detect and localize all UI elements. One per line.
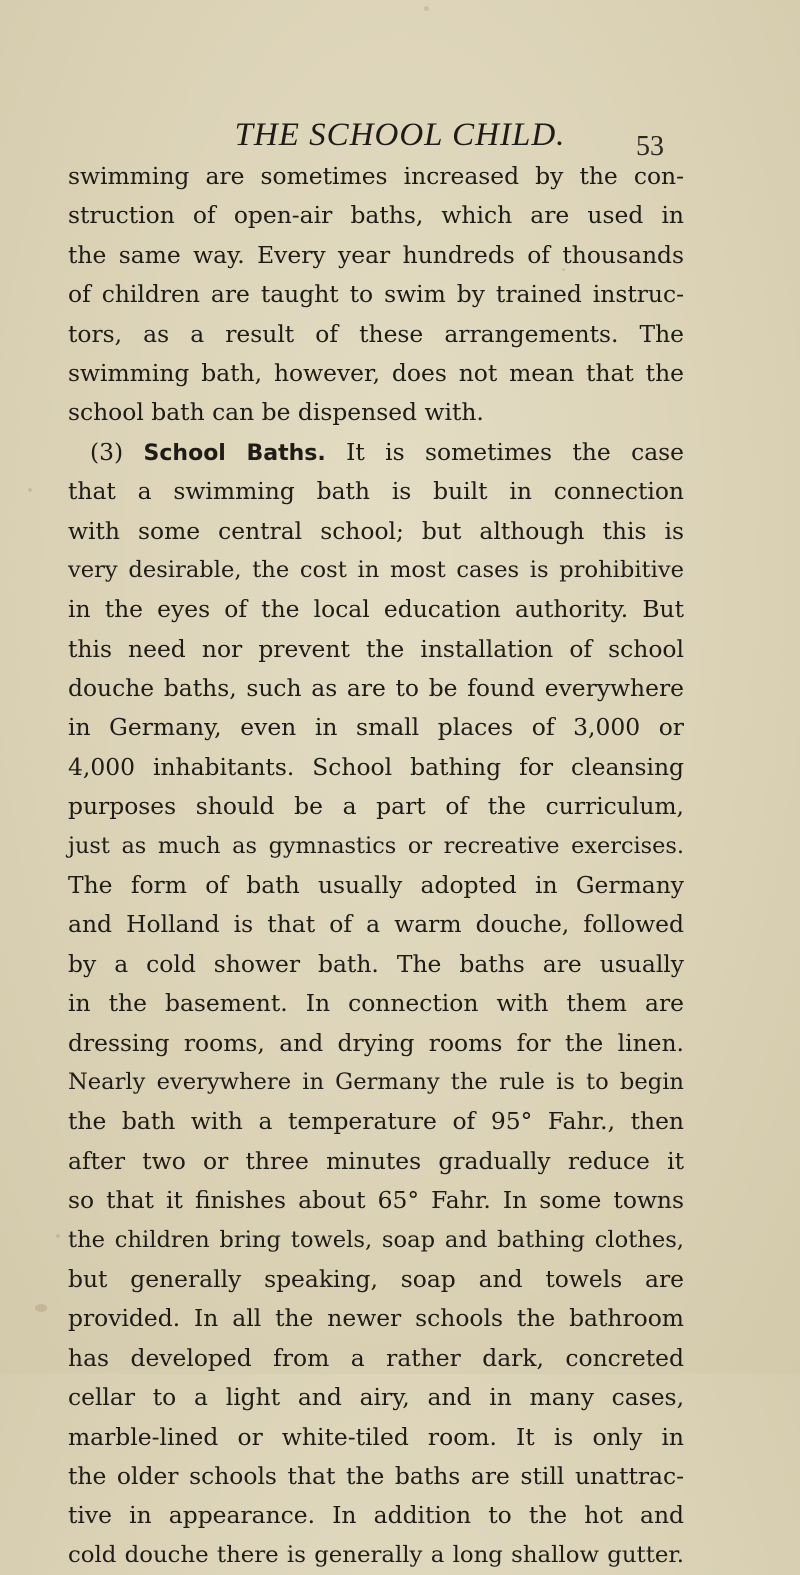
text-line: cold douche there is generally a long shallow gutter. — [68, 1541, 684, 1568]
text-line: douche baths, such as are to be found everywhere — [68, 674, 684, 703]
running-title: THE SCHOOL CHILD. — [234, 117, 566, 153]
text-line: marble-lined or white-tiled room. It is only in — [68, 1422, 684, 1451]
text-line: in the basement. In connection with them are — [68, 989, 684, 1018]
text-line: purposes should be a part of the curriculum, — [68, 792, 684, 821]
page-number: 53 — [636, 131, 664, 162]
text-line: swimming bath, however, does not mean that the — [68, 358, 684, 387]
text-line: 4,000 inhabitants. School bathing for cleansing — [68, 752, 684, 781]
text-line: very desirable, the cost in most cases is prohibitive — [68, 556, 684, 583]
text-line: in Germany, even in small places of 3,000 or — [68, 713, 684, 742]
text-line: has developed from a rather dark, concreted — [68, 1343, 684, 1372]
foxing-spot — [35, 1304, 47, 1312]
text-line: this need nor prevent the installation of school — [68, 634, 684, 663]
text-line: tors, as a result of these arrangements. The — [68, 319, 684, 348]
section-number: (3) — [90, 437, 124, 466]
text-line: dressing rooms, and drying rooms for the linen. — [68, 1028, 684, 1057]
text-line: but generally speaking, soap and towels are — [68, 1264, 684, 1293]
text-line: that a swimming bath is built in connection — [68, 477, 684, 506]
text-line: swimming are sometimes increased by the con- — [68, 162, 684, 190]
section-heading-line — [68, 433, 684, 472]
running-head — [0, 115, 800, 162]
text-line: provided. In all the newer schools the bathroom — [68, 1304, 684, 1333]
foxing-spot — [56, 1234, 60, 1238]
foxing-spot — [424, 6, 429, 11]
text-line: the older schools that the baths are still unattrac- — [68, 1461, 684, 1490]
text-line: the children bring towels, soap and bathing clothes, — [68, 1226, 684, 1253]
text-line: cellar to a light and airy, and in many cases, — [68, 1383, 684, 1412]
text-line: The form of bath usually adopted in Germany — [68, 871, 684, 900]
text-line: tive in appearance. In addition to the hot and — [68, 1501, 684, 1530]
foxing-spot — [28, 488, 32, 492]
text-line: Nearly everywhere in Germany the rule is to begin — [68, 1068, 684, 1095]
text-line: It is sometimes the case — [346, 437, 684, 466]
text-line: struction of open-air baths, which are used in — [68, 201, 684, 230]
text-line: so that it finishes about 65° Fahr. In some towns — [68, 1186, 684, 1215]
text-line: the bath with a temperature of 95° Fahr., then — [68, 1107, 684, 1136]
section-heading: School Baths. — [143, 440, 326, 466]
text-line: with some central school; but although this is — [68, 516, 684, 545]
text-line: after two or three minutes gradually reduce it — [68, 1146, 684, 1175]
text-line: in the eyes of the local education authority. But — [68, 595, 684, 624]
text-line: of children are taught to swim by trained instruc- — [68, 280, 684, 309]
text-line: by a cold shower bath. The baths are usually — [68, 949, 684, 978]
body-text — [68, 157, 684, 1575]
text-line: the same way. Every year hundreds of thousands — [68, 240, 684, 269]
text-line: school bath can be dispensed with. — [68, 398, 484, 427]
text-line: and Holland is that of a warm douche, followed — [68, 910, 684, 939]
text-line: just as much as gymnastics or recreative exercises. — [68, 832, 684, 859]
